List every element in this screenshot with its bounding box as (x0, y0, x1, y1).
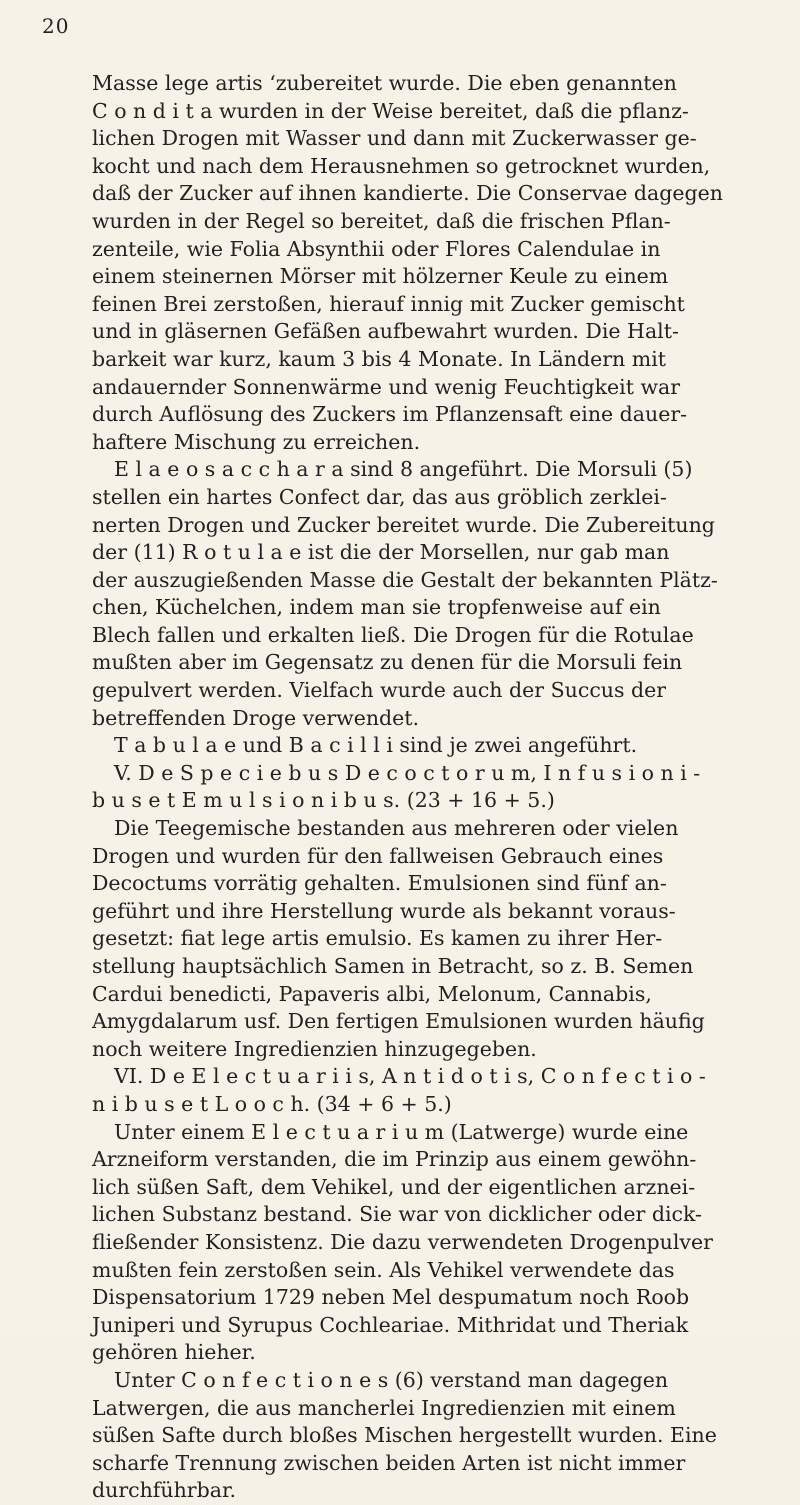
text-line: barkeit war kurz, kaum 3 bis 4 Monate. In Ländern mit (92, 346, 667, 371)
text-line: Unter einem E l e c t u a r i u m (Latwerge) wurde eine (114, 1119, 689, 1144)
text-line: zenteile, wie Folia Absynthii oder Flores Calendulae in (92, 236, 661, 261)
text-line: T a b u l a e und B a c i l l i sind je zwei angeführt. (114, 733, 638, 758)
text-line: Drogen und wurden für den fallweisen Gebrauch eines (92, 843, 664, 868)
text-line: durch Auflösung des Zuckers im Pflanzensaft eine dauer- (92, 402, 688, 427)
text-line: feinen Brei zerstoßen, hierauf innig mit Zucker gemischt (92, 291, 685, 316)
text-line: lich süßen Saft, dem Vehikel, und der eigentlichen arznei- (92, 1174, 696, 1199)
text-line: noch weitere Ingredienzien hinzugegeben. (92, 1036, 537, 1061)
body-text (92, 70, 792, 1505)
text-line: betreffenden Droge verwendet. (92, 705, 420, 730)
text-line: andauernder Sonnenwärme und wenig Feuchtigkeit war (92, 374, 681, 399)
text-line: Masse lege artis ʻzubereitet wurde. Die eben genannten (92, 71, 677, 95)
text-line: durchführbar. (92, 1478, 237, 1503)
text-line: Latwergen, die aus mancherlei Ingredienzien mit einem (92, 1395, 676, 1420)
text-line: C o n d i t a wurden in der Weise bereitet, daß die pflanz- (92, 98, 689, 123)
text-line: und in gläsernen Gefäßen aufbewahrt wurden. Die Halt- (92, 319, 679, 344)
text-line: Amygdalarum usf. Den fertigen Emulsionen wurden häufig (92, 1009, 705, 1034)
text-line: mußten aber im Gegensatz zu denen für die Morsuli fein (92, 650, 683, 675)
text-line: wurden in der Regel so bereitet, daß die frischen Pflan- (92, 208, 671, 233)
text-line: Unter C o n f e c t i o n e s (6) verstand man dagegen (114, 1367, 669, 1392)
text-line: Cardui benedicti, Papaveris albi, Melonum, Cannabis, (92, 981, 652, 1006)
text-line: Juniperi und Syrupus Cochleariae. Mithridat und Theriak (92, 1312, 689, 1337)
text-line: stellung hauptsächlich Samen in Betracht, so z. B. Semen (92, 954, 694, 978)
text-line: gehören hieher. (92, 1340, 256, 1365)
text-line: geführt und ihre Herstellung wurde als bekannt voraus- (92, 898, 676, 923)
text-line: nerten Drogen und Zucker bereitet wurde. Die Zubereitung (92, 512, 715, 537)
text-line: scharfe Trennung zwischen beiden Arten ist nicht immer (92, 1450, 686, 1475)
text-line: Arzneiform verstanden, die im Prinzip aus einem gewöhn- (92, 1147, 697, 1172)
text-line: lichen Substanz bestand. Sie war von dicklicher oder dick- (92, 1202, 702, 1227)
text-line: V. D e S p e c i e b u s D e c o c t o r u m, I n f u s i o n i - (114, 760, 701, 785)
text-line: E l a e o s a c c h a r a sind 8 angeführt. Die Morsuli (5) (114, 457, 693, 482)
text-line: mußten fein zerstoßen sein. Als Vehikel verwendete das (92, 1257, 675, 1282)
text-line: Die Teegemische bestanden aus mehreren oder vielen (114, 816, 679, 841)
text-line: fließender Konsistenz. Die dazu verwendeten Drogenpulver (92, 1229, 713, 1254)
text-line: lichen Drogen mit Wasser und dann mit Zuckerwasser ge- (92, 126, 697, 151)
text-line: kocht und nach dem Herausnehmen so getrocknet wurden, (92, 153, 711, 178)
text-line: der auszugießenden Masse die Gestalt der bekannten Plätz- (92, 567, 718, 592)
text-line: n i b u s e t L o o c h. (34 + 6 + 5.) (92, 1091, 452, 1116)
text-line: der (11) R o t u l a e ist die der Morsellen, nur gab man (92, 540, 670, 565)
text-line: Dispensatorium 1729 neben Mel despumatum noch Roob (92, 1285, 690, 1310)
text-line: gesetzt: fiat lege artis emulsio. Es kamen zu ihrer Her- (92, 926, 663, 951)
text-line: stellen ein hartes Confect dar, das aus gröblich zerklei- (92, 484, 667, 509)
text-line: VI. D e E l e c t u a r i i s, A n t i d o t i s, C o n f e c t i o - (114, 1064, 706, 1089)
text-line: b u s e t E m u l s i o n i b u s. (23 + 16 + 5.) (92, 788, 555, 813)
text-line: süßen Safte durch bloßes Mischen hergestellt wurden. Eine (92, 1423, 717, 1448)
text-line: Blech fallen und erkalten ließ. Die Drogen für die Rotulae (92, 622, 694, 647)
text-line: einem steinernen Mörser mit hölzerner Keule zu einem (92, 264, 669, 289)
text-line: Decoctums vorrätig gehalten. Emulsionen sind fünf an- (92, 871, 667, 896)
text-line: daß der Zucker auf ihnen kandierte. Die Conservae dagegen (92, 181, 723, 206)
text-line: gepulvert werden. Vielfach wurde auch der Succus der (92, 678, 667, 703)
text-line: chen, Küchelchen, indem man sie tropfenweise auf ein (92, 595, 661, 620)
page-number: 20 (42, 14, 70, 38)
text-line: haftere Mischung zu erreichen. (92, 429, 421, 454)
